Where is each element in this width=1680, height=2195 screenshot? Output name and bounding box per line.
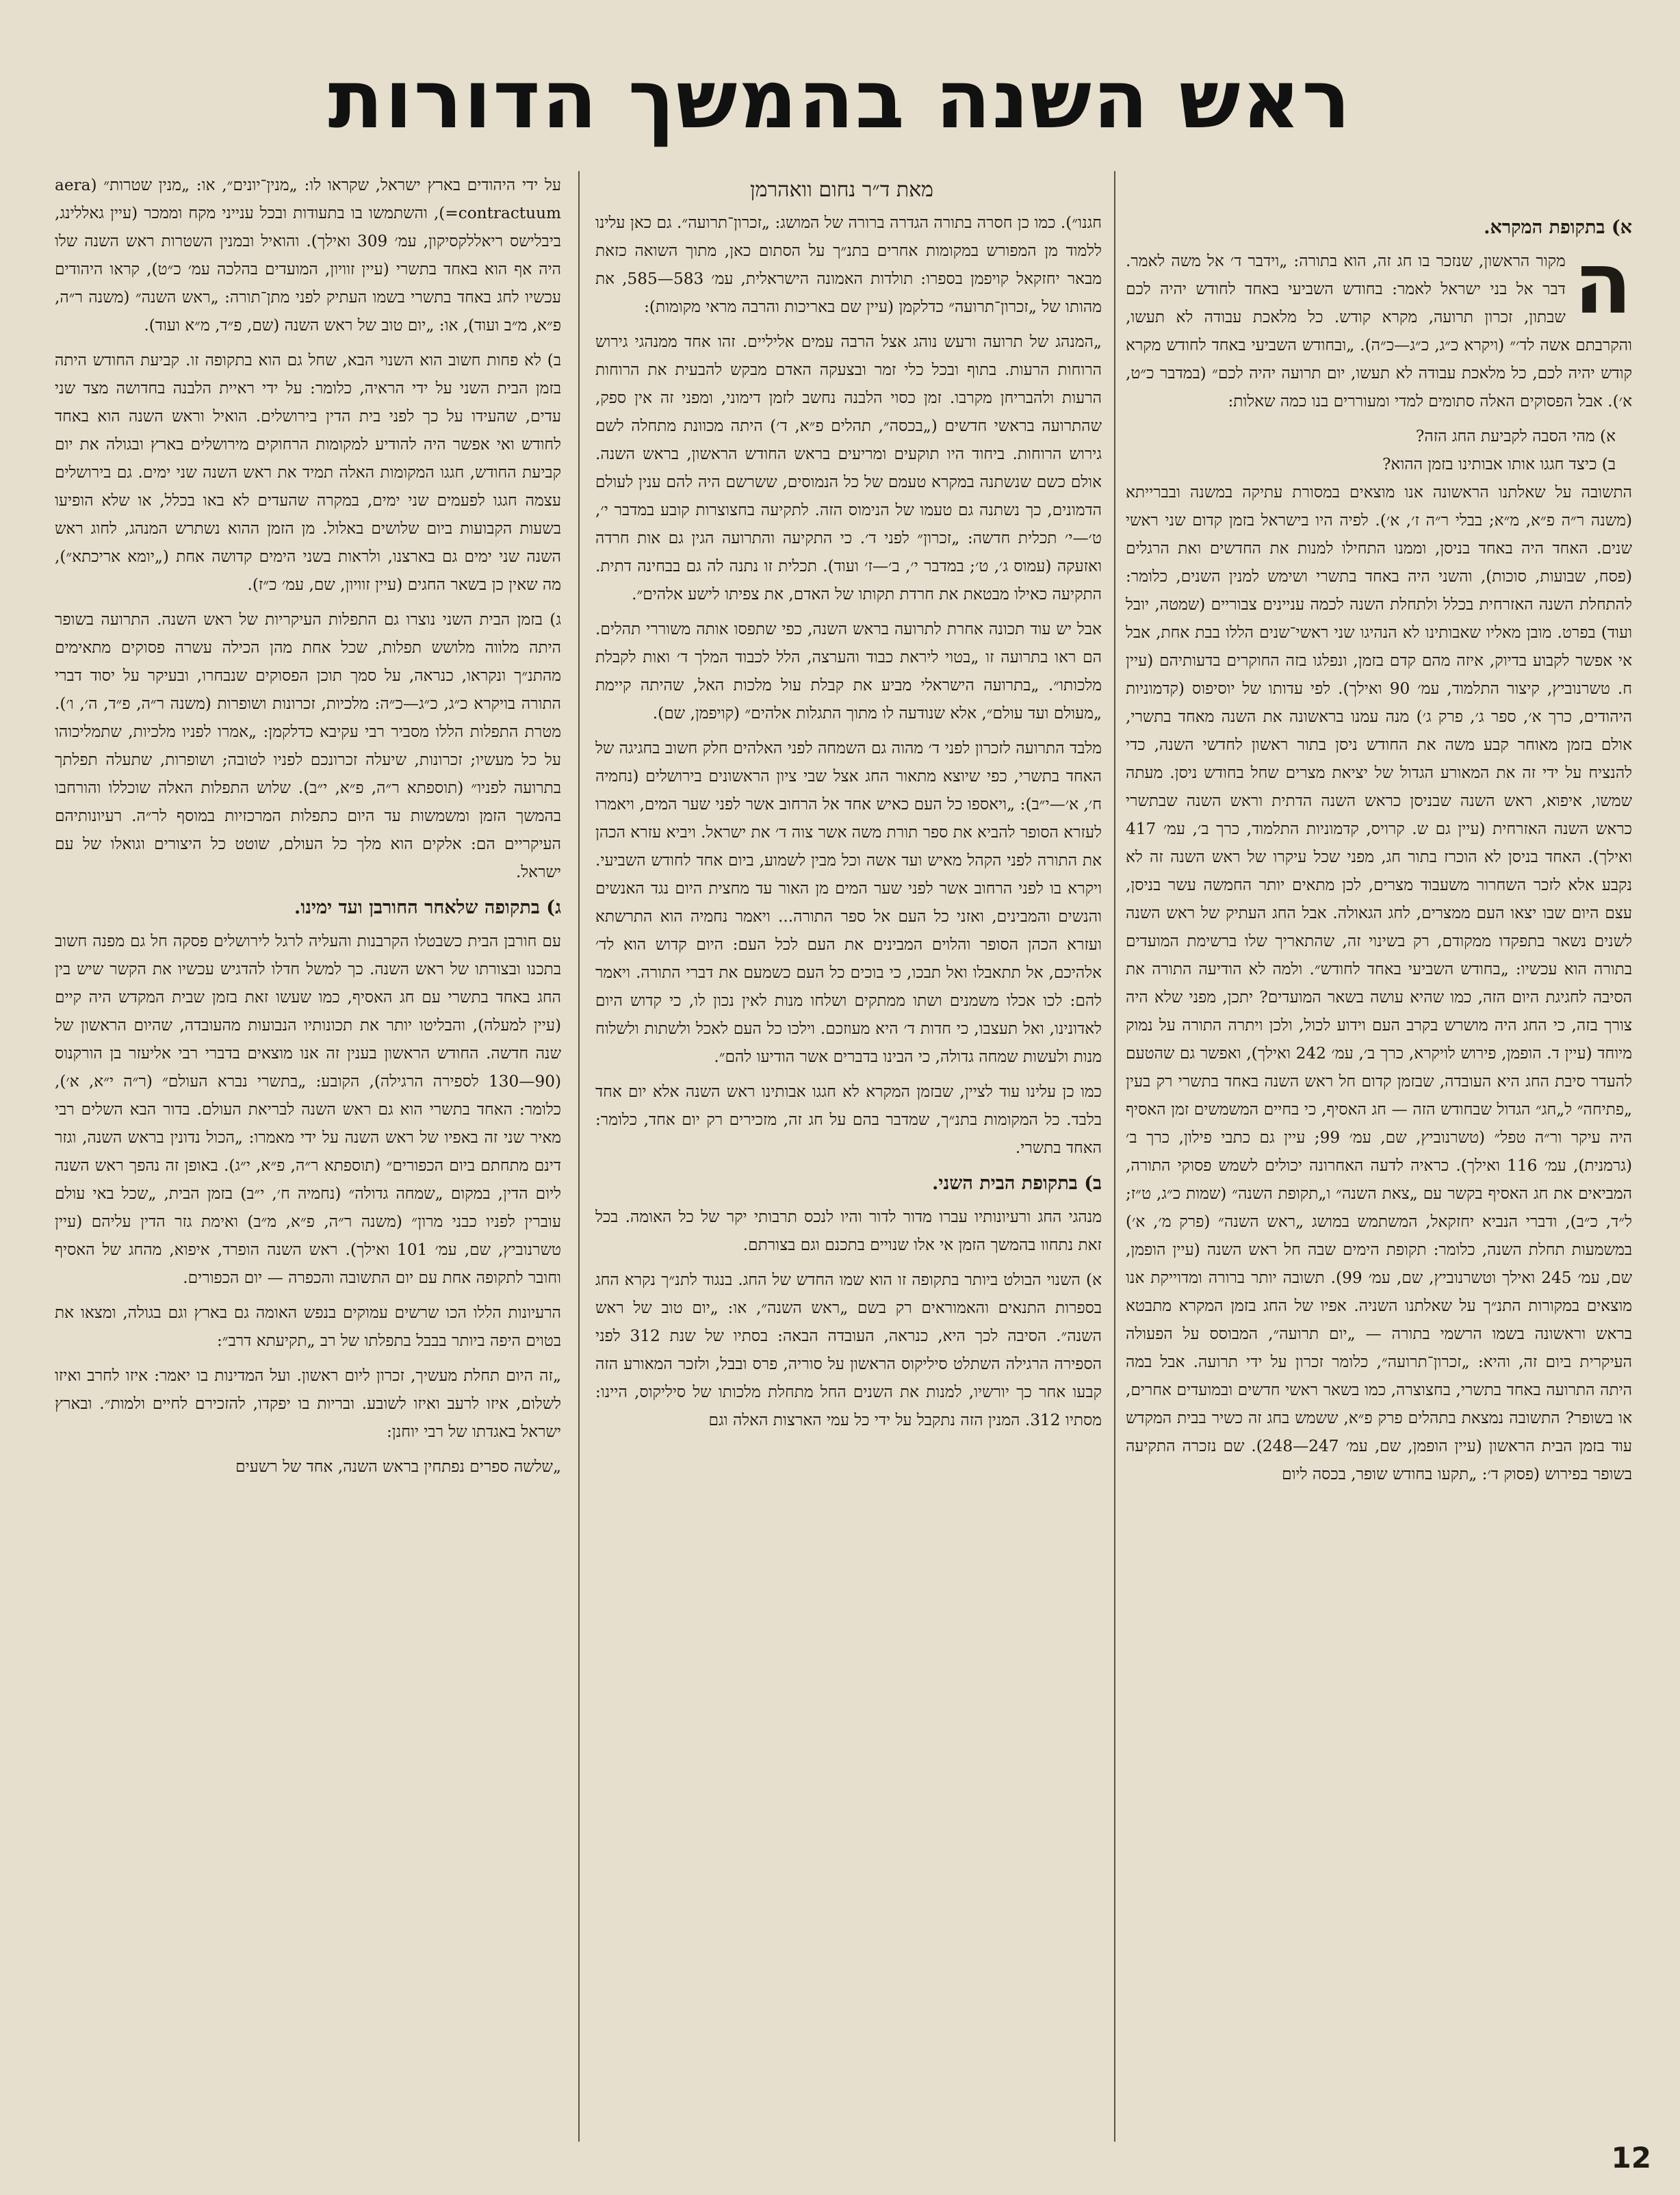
paragraph: א) השנוי הבולט ביותר בתקופה זו הוא שמו החדש של החג. בנגוד לתנ״ך נקרא החג בספרות התנאים והאמוראים רק בשם „ראש השנה״, או: „יום טוב של ראש השנה״. הסיבה לכך היא, כנראה, העובדה הבאה: בסתיו של שנת 312 לפני הספירה הרגילה השתלט סיליקוס הראשון על סוריה, פרס ובבל, ולזכר המאורע הזה קבעו אחר כך יורשיו, למנות את השנים החל מתחלת מלכותו של סיליקוס, היינו: מסתיו 312. המנין הזה נתקבל על ידי כל עמי הארצות האלה וגם [595,1271,1102,1429]
question-list [1126,422,1632,478]
paragraph: ג) בזמן הבית השני נוצרו גם התפלות העיקריות של ראש השנה. התרועה בשופר היתה מלווה מלושש תפלות, שכל אחת מהן הכילה עשרה פסוקים מתאימים מהתנ״ך ונקראו, כנראה, על סמך תוכן הפסוקים שנבחרו, ובעיקר על יסוד דברי התורה בויקרא כ״ג, כ״ג—כ״ה: מלכיות, זכרונות ושופרות (משנה ר״ה, פ״ד, ה׳, ו׳). מטרת התפלות הללו מסביר רבי עקיבא כדלקמן: „אמרו לפניו מלכיות, שתמליכוהו על כל מעשיו; זכרונות, שיעלה זכרונכם לפניו לטובה; ושופרות, שתעלה תפלתך בתרועה לפניו״ (תוספתא ר״ה, פ״א, י״ב). שלוש התפלות האלה שוכללו והורחבו בהמשך הזמן ומשמשות עד היום כתפלות המרכזיות במוסף לר״ה. רעיונותיהם העיקריים הם: אלקים הוא מלך כל העולם, שוטט כל היצורים וגואלו של עם ישראל. [55,610,561,881]
column-divider [1114,171,1115,2142]
section-header-post-destruction: ג) בתקופה שלאחר החורבן ועד ימינו. [294,897,561,918]
paragraph: מנהגי החג ורעיונותיו עברו מדור לדור והיו לנכס תרבותי יקר של כל האומה. בכל זאת נתחוו בהמשך הזמן אי אלו שנויים בתכנם וגם בצורתם. [595,1208,1102,1254]
column-middle [595,209,1102,2145]
drop-cap: ה [1573,235,1632,333]
section-header-second-temple: ב) בתקופת הבית השני. [932,1173,1102,1194]
paragraph: „זה היום תחלת מעשיך, זכרון ליום ראשון. ועל המדינות בו יאמר: איזו לחרב ואיזו לשלום, איזו לרעב ואיזו לשובע. ובריות בו יפקדו, להזכירם לחיים ולמות״. ובארץ ישראל באגדתו של רבי יוחנן: [55,1366,561,1441]
paragraph: הרעיונות הללו הכו שרשים עמוקים בנפש האומה גם בארץ וגם בגולה, ומצאו את בטוים היפה ביותר בבבל בתפלתו של רב „תקיעתא דרב״: [55,1303,561,1350]
paragraph: „שלשה ספרים נפתחין בראש השנה, אחד של רשעים [235,1457,561,1476]
paragraph: חגנו״). כמו כן חסרה בתורה הגדרה ברורה של המושג: „זכרון־תרועה״. גם כאן עלינו ללמוד מן המפורש במקומות אחרים בתנ״ך על הסתום כאן, מתוך השואה כזאת מבאר יחזקאל קויפמן בספרו: תולדות האמונה הישראלית, עמ׳ 583—585, את מהותו של „זכרון־תרועה״ כדלקמן (עיין שם באריכות והרבה מראי מקומות): [595,213,1102,316]
paragraph: מלבד התרועה לזכרון לפני ד׳ מהוה גם השמחה לפני האלהים חלק חשוב בחגיגה של האחד בתשרי, כפי שיוצא מתאור החג אצל שבי ציון הראשונים בירושלים (נחמיה ח׳, א׳—י״ב): „ויאספו כל העם כאיש אחד אל הרחוב אשר לפני שער המים, ויאמרו לעזרא הסופר להביא את ספר תורת משה אשר צוה ד׳ את ישראל. ויביא עזרא הכהן את התורה לפני הקהל מאיש ועד אשה וכל מבין לשמוע, ביום אחד לחודש השביעי. ויקרא בו לפני הרחוב אשר לפני שער המים מן האור עד מחצית היום נגד האנשים והנשים והמבינים, ואזני כל העם אל ספר התורה... ויאמר נחמיה הוא התרשתא ועזרא הכהן הסופר והלוים המבינים את העם לכל העם: היום קדוש הוא לד׳ אלהיכם, אל תתאבלו ואל תבכו, כי בוכים כל העם כשמעם את דברי התורה. ויאמר להם: לכו אכלו משמנים ושתו ממתקים ושלחו מנות לאין נכון לו, כי קדוש היום לאדונינו, ואל תעצבו, כי חדות ד׳ היא מעוזכם. וילכו כל העם לאכל ולשתות ולשלוח מנות ולעשות שמחה גדולה, כי הבינו בדברים אשר הודיעו להם״. [595,739,1102,1066]
paragraph: ב) לא פחות חשוב הוא השנוי הבא, שחל גם הוא בתקופה זו. קביעת החודש היתה בזמן הבית השני על ידי הראיה, כלומר: על ידי ראיית הלבנה בחדושה מצד שני עדים, שהעידו על כך לפני בית הדין בירושלים. הואיל וראש השנה הוא באחד לחודש ואי אפשר היה להודיע למקומות הרחוקים מירושלים בארץ ובגולה את יום קביעת החודש, חגגו המקומות האלה תמיד את ראש השנה שני ימים. גם בירושלים עצמה חגגו לפעמים שני ימים, במקרה שהעדים לא באו בכלל, או שלא הופיעו בשעות הקבועות ביום שלושים באלול. מן הזמן ההוא נשתרש המנהג, לחוג ראש השנה שני ימים גם בארצנו, ולראות בשני הימים קדושה אחת („יומא אריכתא״), מה שאין כן בשאר החגים (עיין זוויון, שם, עמ׳ כ״ז). [55,351,561,594]
paragraph: „המנהג של תרועה ורעש נוהג אצל הרבה עמים אליליים. זהו אחד ממנהגי גירוש הרוחות הרעות. בתוף ובכל כלי זמר ובצעקה האדם מבקש להבעית את הרוחות הרעות ולהבריחן מקרבו. זמן כסוי הלבנה נחשב לזמן דימוני, ומפני זה אין ספק, שהתרועה בראשי חדשים („בכסה״, תהלים פ״א, ד׳) היתה מכוונת מתחלה לשם גירוש הרוחות. ביחוד היו תוקעים ומריעים בראש החודש הראשון, בראש השנה. אולם כשם שנשתנה במקרא טעמם של כל הנמוסים, ששרשם היה להם ענין לעולם הדמונים, כך נשתנה גם טעמו של הנימוס הזה. לתקיעה בחצוצרות קובע במדבר י׳, ט׳—י׳ תכלית חדשה: „זכרון״ לפני ד׳. כי התקיעה והתרועה הגין גם אות חרדה ואזעקה (עמוס ג׳, ט׳; במדבר י׳, ב׳—ז׳ ועוד). תכלית זו נתנה לה גם בבחינה דתית. התקיעה כאילו מבטאת את חרדת תקותו של האדם, את צפיתו לישע אלהים״. [595,333,1102,603]
paragraph: כמו כן עלינו עוד לציין, שבזמן המקרא לא חגגו אבותינו ראש השנה אלא יום אחד בלבד. כל המקומות בתנ״ך, שמדבר בהם על חג זה, מזכירים רק יום אחד, כלומר: האחד בתשרי. [595,1082,1102,1157]
paragraph: על ידי היהודים בארץ ישראל, שקראו לו: „מנין־יונים״, או: „מנין שטרות״ (aera contractuum=), והשתמשו בו בתעודות ובכל ענייני מקח וממכר (עיין גאללינג, ביבלישס ריאללקסיקון, עמ׳ 309 ואילך). והואיל ובמנין השטרות ראש השנה שלו היה אף הוא באחד בתשרי (עיין זוויון, המועדים בהלכה עמ׳ כ״ט), קראו היהודים עכשיו לחג באחד בתשרי בשמו העתיק לפני מתן־תורה: „ראש השנה״ (משנה ר״ה, פ״א, מ״ב ועוד), או: „יום טוב של ראש השנה (שם, פ״ד, מ״א ועוד). [55,176,561,335]
question-item: ב) כיצד חגגו אותו אבותינו בזמן ההוא? [1382,455,1616,473]
paragraph [1126,235,1632,415]
question-item: א) מהי הסבה לקביעת החג הזה? [1415,427,1616,445]
paragraph: עם חורבן הבית כשבטלו הקרבנות והעליה לרגל לירושלים פסקה חל גם מפנה חשוב בתכנו ובצורתו של ראש השנה. כך למשל חדלו להדגיש עכשיו את הקשר שיש בין החג באחד בתשרי עם חג האסיף, כמו שעשו זאת בזמן שבית המקדש היה קיים (עיין למעלה), והבליטו יותר את תכונותיו הנבועות מהעובדה, שהיום הראשון של שנה חדשה. החודש הראשון בענין זה אנו מוצאים בדברי רבי אליעזר בן הורקנוס (90—130 לספירה הרגילה), הקובע: „בתשרי נברא העולם״ (ר״ה י״א, א׳), כלומר: האחד בתשרי הוא גם ראש השנה לבריאת העולם. בדור הבא השלים רבי מאיר שני זה באפיו של ראש השנה על ידי מאמרו: „הכול נדונין בראש השנה, וגזר דינם מתחתם ביום הכפורים״ (תוספתא ר״ה, פ״א, י״ג). באופן זה נהפך ראש השנה ליום הדין, במקום „שמחה גדולה״ (נחמיה ח׳, י״ב) בזמן הבית, „שכל באי עולם עוברין לפניו כבני מרון״ (משנה ר״ה, פ״א, מ״ב) ואימת גזר הדין עליהם (עיין טשרנוביץ, שם, עמ׳ 101 ואילך). ראש השנה הופרד, איפוא, מהחג של האסיף וחובר לתקופה אחת עם יום התשובה והכפרה — יום הכפורים. [55,932,561,1287]
paragraph: אבל יש עוד תכונה אחרת לתרועה בראש השנה, כפי שתפסו אותה משוררי תהלים. הם ראו בתרועה זו „בטוי ליראת כבוד והערצה, הלל לכבוד המלך ד׳ ואות לקבלת מלכותו״. „בתרועה הישראלי מביע את קבלת עול מלכות האל, שהיתה קיימת „מעולם ועד עולם״, אלא שנודעה לו מתוך התגלות אלהים״ (קויפמן, שם). [595,620,1102,723]
column-divider [578,171,580,2142]
column-left [55,171,561,2145]
page-title: ראש השנה בהמשך הדורות [328,52,1352,146]
section-header-biblical: א) בתקופת המקרא. [1484,217,1632,238]
author-byline: מאת ד״ר נחום וואהרמן [750,178,933,202]
paragraph: התשובה על שאלתנו הראשונה אנו מוצאים במסורת עתיקה במשנה ובברייתא (משנה ר״ה פ״א, מ״א; בבלי ר״ה ז׳, א׳). לפיה היו בישראל בזמן קדום שני ראשי שנים. האחד היה באחד בניסן, וממנו התחילו למנות את החדשים ואת הרגלים (פסח, שבועות, סוכות), והשני היה באחד בתשרי ושימש למנין השנים, כלומר: להתחלת השנה האזרחית בכלל ולתחלת השנה לכמה עניינים צבוריים (שמטה, יובל ועוד) בפרט. מובן מאליו שאבותינו לא הנהיגו שני ראשי־שנים הללו בבת אחת, אבל אי אפשר לקבוע בדיוק, איזה מהם קדם בזמן, ונפלגו בזה החוקרים בדעותיהם (עיין ח. טשרנוביץ, קיצור התלמוד, עמ׳ 90 ואילך). לפי עדותו של יוסיפוס (קדמוניות היהודים, כרך א׳, ספר ג׳, פרק ג׳) מנה עמנו בראשונה את השנה מאחד בתשרי, אולם בזמן מאוחר קבע משה את החודש ניסן בתור ראשון לחדשי השנה, כדי להנציח על ידי זה את המאורע הגדול של יציאת מצרים שחל בחודש ניסן. מעתה שמשו, איפוא, ראש השנה שבניסן כראש השנה הדתית וראש השנה שבתשרי כראש השנה האזרחית (עיין גם ש. קרויס, קדמוניות התלמוד, כרך ב׳, עמ׳ 417 ואילך). האחד בניסן לא הוכרז בתור חג, מפני שכל עיקרו של ראש השנה זה לא נקבע אלא לזכר השחרור משעבוד מצרים, לכן מתאים יותר החמשה עשר בניסן, עצם היום שבו יצאו העם ממצרים, לחג הגאולה. אבל החג העתיק של ראש השנה לשנים נשאר בתפקדו ממקודם, רק בשינוי זה, שהתאריך שלו ברשימת המועדים בתורה הוא עכשיו: „בחודש השביעי באחד לחודש״. ולמה לא הודיעה התורה את הסיבה לחגיגת היום הזה, כמו שהיא עושה בשאר המועדים? יתכן, מפני שלא היה צורך בזה, כי החג היה מושרש בקרב העם וידוע לכול, ולכן ויתרה התורה על נמוק מיוחד (עיין ד. הופמן, פירוש לויקרא, כרך ב׳, עמ׳ 242 ואילך), ואפשר גם שהטעם להעדר סיבת החג היא העובדה, שבזמן קדום חל ראש השנה באחד בתשרי רק בעין „פתיחה״ ל„חג״ הגדול שבחודש הזה — חג האסיף, כי בחיים המשמשים זמן האסיף היה עיקר ור״ה טפל״ (טשרנוביץ, שם, עמ׳ 99; עיין גם כתבי פילון, כרך ב׳ (גרמנית), עמ׳ 116 ואילך). כראיה לדעה האחרונה יכולים לשמש פסוקי התורה, המביאים את חג האסיף בקשר עם „צאת השנה״ ו„תקופת השנה״ (שמות כ״ג, ט״ז; ל״ד, כ״ב), ודברי הנביא יחזקאל, המשתמש במושג „ראש השנה״ (פרק מ׳, א׳) במשמעות תחלת השנה, כלומר: תקופת הימים שבה חל ראש השנה (עיין הופמן, שם, עמ׳ 245 ואילך וטשרנוביץ, שם, עמ׳ 99). תשובה יותר ברורה ומדוייקת אנו מוצאים במקורות התנ״ך על שאלתנו השניה. אפיו של החג בזמן המקרא מתבטא בראש וראשונה בשמו הרשמי בתורה — „יום תרועה״, המבוסס על הפעולה העיקרית ביום זה, והיא: „זכרון־תרועה״, כלומר זכרון על ידי תרועה. אבל במה היתה התרועה באחד בתשרי, בחצוצרה, כמו בשאר ראשי חדשים ובמועדים אחרים, או בשופר? התשובה נמצאת בתהלים פרק פ״א, ששמש בחג זה כשיר בבית המקדש עוד בזמן הבית הראשון (עיין הופמן, שם, עמ׳ 247—248). שם נזכרה התקיעה בשופר בפירוש (פסוק ד׳: „תקעו בחודש שופר, בכסה ליום [1126,483,1632,1483]
page-number: 12 [1611,2141,1651,2174]
column-right [1126,209,1632,2145]
paragraph-text: מקור הראשון, שנזכר בו חג זה, הוא בתורה: „וידבר ד׳ אל משה לאמר. דבר אל בני ישראל לאמר: בחודש השביעי באחד לחודש יהיה לכם שבתון, זכרון תרועה, מקרא קודש. כל מלאכת עבודה לא תעשו, והקרבתם אשה לד׳״ (ויקרא כ״ג, כ״ג—כ״ה). „ובחודש השביעי באחד לחודש מקרא קודש יהיה לכם, כל מלאכת עבודה לא תעשו, יום תרועה יהיה לכם״ (במדבר כ״ט, א׳). אבל הפסוקים האלה סתומים למדי ומעוררים בנו כמה שאלות: [1126,252,1632,411]
